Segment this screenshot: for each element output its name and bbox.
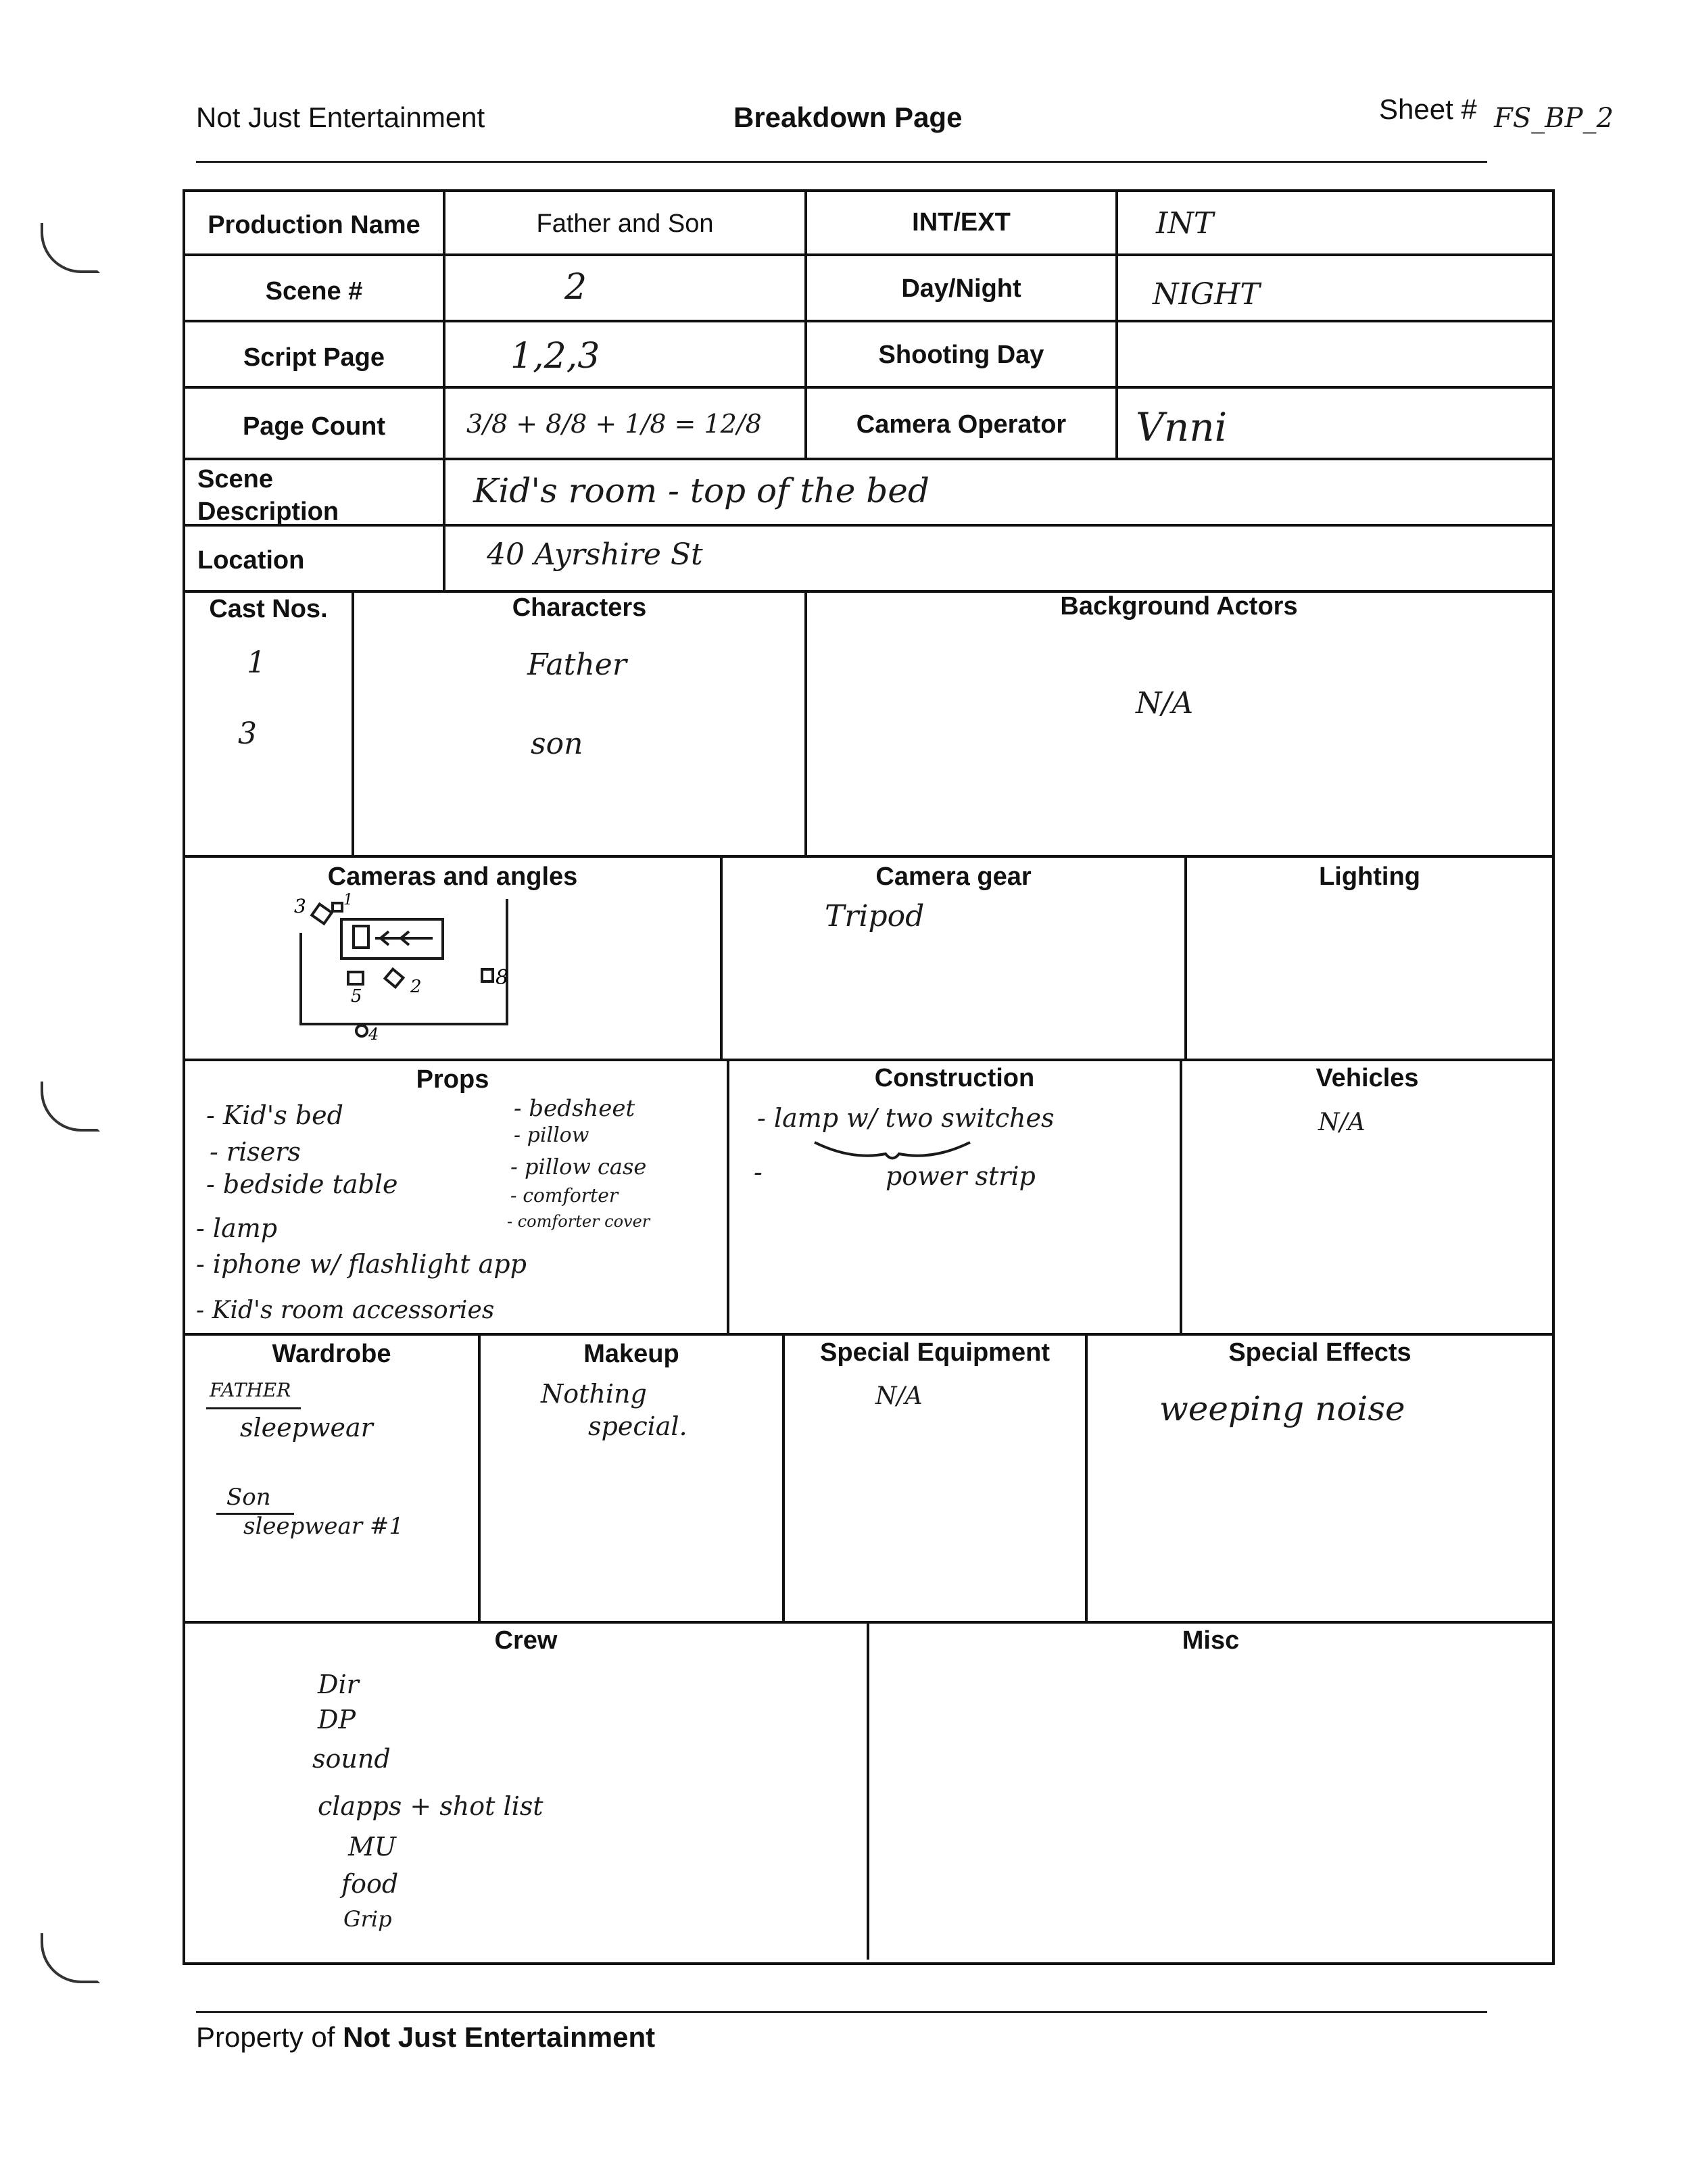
wardrobe-father-label: FATHER xyxy=(210,1379,291,1401)
footer-rule xyxy=(196,2011,1487,2013)
col-divider xyxy=(867,1621,869,1960)
col-divider xyxy=(443,189,445,593)
special-effects-value: weeping noise xyxy=(1159,1389,1405,1428)
punch-hole-middle xyxy=(41,1082,100,1132)
special-equipment-label: Special Equipment xyxy=(820,1338,1050,1367)
production-name-value: Father and Son xyxy=(536,210,714,238)
direction-arrows xyxy=(375,931,433,945)
location-label: Location xyxy=(197,546,305,575)
footer-property-of: Property of xyxy=(196,2021,335,2053)
int-ext-value: INT xyxy=(1156,206,1214,241)
script-page-label: Script Page xyxy=(243,343,385,372)
prop-item: - comforter cover xyxy=(507,1212,650,1231)
wardrobe-father-value: sleepwear xyxy=(240,1413,373,1442)
row-divider xyxy=(183,1333,1555,1336)
prop-item: - comforter xyxy=(510,1184,619,1207)
camera-operator-value: Vnni xyxy=(1136,404,1228,450)
row-divider xyxy=(183,458,1555,460)
construction-brace xyxy=(811,1139,973,1166)
col-divider xyxy=(352,590,354,856)
camera-2-icon xyxy=(385,969,404,988)
page-title: Breakdown Page xyxy=(733,101,963,133)
cam-num-4: 4 xyxy=(368,1025,379,1041)
camera-8-icon xyxy=(482,969,493,981)
construction-item: power strip xyxy=(886,1161,1036,1191)
row-divider xyxy=(183,253,1555,256)
punch-hole-top xyxy=(41,223,100,273)
col-divider xyxy=(782,1333,785,1622)
footer-company: Not Just Entertainment xyxy=(343,2021,656,2053)
day-night-value: NIGHT xyxy=(1153,277,1260,312)
prop-item: - risers xyxy=(210,1137,301,1167)
wardrobe-father-underline xyxy=(206,1407,301,1409)
special-equipment-value: N/A xyxy=(875,1382,923,1410)
col-divider xyxy=(1115,189,1118,459)
prop-item: - bedsheet xyxy=(514,1095,635,1122)
prop-item: - pillow xyxy=(514,1123,589,1147)
cast-nos-label: Cast Nos. xyxy=(209,595,328,623)
punch-hole-bottom xyxy=(41,1933,100,1983)
crew-item: Dir xyxy=(318,1670,359,1699)
crew-item: clapps + shot list xyxy=(318,1791,544,1821)
prop-item: - iphone w/ flashlight app xyxy=(196,1249,527,1279)
header-rule xyxy=(196,161,1487,163)
wardrobe-son-label: Son xyxy=(226,1484,271,1511)
production-name-label: Production Name xyxy=(208,211,420,239)
prop-item: - pillow case xyxy=(510,1154,647,1180)
makeup-value-2: special. xyxy=(588,1411,687,1441)
crew-item: food xyxy=(341,1869,399,1899)
script-page-value: 1,2,3 xyxy=(510,336,600,377)
scene-number-label: Scene # xyxy=(265,277,363,306)
camera-gear-label: Camera gear xyxy=(875,863,1032,891)
cast-number-3: 3 xyxy=(238,717,257,751)
makeup-label: Makeup xyxy=(583,1340,679,1368)
makeup-value-1: Nothing xyxy=(541,1379,647,1409)
location-value: 40 Ayrshire St xyxy=(487,537,703,572)
camera-operator-label: Camera Operator xyxy=(856,410,1067,439)
background-actors-label: Background Actors xyxy=(1060,592,1298,621)
crew-item: DP xyxy=(318,1705,356,1734)
props-label: Props xyxy=(416,1065,489,1094)
special-effects-label: Special Effects xyxy=(1228,1338,1411,1367)
col-divider xyxy=(804,590,807,856)
page-count-value: 3/8 + 8/8 + 1/8 = 12/8 xyxy=(466,409,762,439)
character-son: son xyxy=(531,727,583,761)
vehicles-label: Vehicles xyxy=(1315,1064,1419,1092)
character-father: Father xyxy=(527,648,627,682)
scene-description-value: Kid's room - top of the bed xyxy=(473,471,930,510)
col-divider xyxy=(1180,1059,1182,1334)
wardrobe-label: Wardrobe xyxy=(272,1340,391,1368)
background-actors-value: N/A xyxy=(1136,686,1194,721)
construction-label: Construction xyxy=(874,1064,1035,1092)
misc-label: Misc xyxy=(1182,1626,1240,1655)
prop-item: - Kid's room accessories xyxy=(196,1296,495,1324)
characters-label: Characters xyxy=(512,593,647,622)
cam-num-2: 2 xyxy=(410,977,422,997)
row-divider xyxy=(183,1059,1555,1061)
int-ext-label: INT/EXT xyxy=(912,208,1011,237)
lighting-label: Lighting xyxy=(1319,863,1420,891)
room-outline xyxy=(301,899,507,1024)
cam-num-1: 1 xyxy=(343,892,353,908)
row-divider xyxy=(183,320,1555,322)
prop-item: - Kid's bed xyxy=(206,1100,343,1130)
scene-number-value: 2 xyxy=(564,267,587,308)
cam-num-5: 5 xyxy=(351,986,362,1006)
sheet-label: Sheet # xyxy=(1379,93,1477,125)
wardrobe-son-value: sleepwear #1 xyxy=(243,1513,404,1540)
row-divider xyxy=(183,855,1555,858)
shooting-day-label: Shooting Day xyxy=(878,341,1044,369)
cameras-angles-label: Cameras and angles xyxy=(327,863,578,891)
camera-5-icon xyxy=(348,972,363,984)
prop-item: - lamp xyxy=(196,1213,278,1243)
pillow-shape xyxy=(354,926,368,948)
page-count-label: Page Count xyxy=(242,412,386,441)
camera-gear-value: Tripod xyxy=(825,899,925,933)
scene-description-label-1: Scene xyxy=(197,465,273,493)
sheet-value: FS_BP_2 xyxy=(1494,103,1614,134)
row-divider xyxy=(183,386,1555,389)
cast-number-1: 1 xyxy=(247,646,266,680)
col-divider xyxy=(727,1059,729,1334)
construction-item: - xyxy=(754,1157,763,1187)
cam-num-3: 3 xyxy=(294,895,306,917)
crew-label: Crew xyxy=(494,1626,558,1655)
construction-item: - lamp w/ two switches xyxy=(757,1103,1055,1133)
row-divider xyxy=(183,524,1555,527)
scene-description-label-2: Description xyxy=(197,498,339,526)
day-night-label: Day/Night xyxy=(901,274,1021,303)
company-name: Not Just Entertainment xyxy=(196,101,485,133)
crew-item: MU xyxy=(348,1832,396,1862)
camera-1-icon xyxy=(333,903,342,911)
footer xyxy=(196,2021,655,2054)
crew-item: sound xyxy=(312,1744,391,1774)
camera-angles-sketch xyxy=(281,879,551,1041)
crew-item: Grip xyxy=(343,1906,392,1932)
col-divider xyxy=(1085,1333,1088,1622)
camera-3-icon xyxy=(312,904,331,923)
prop-item: - bedside table xyxy=(206,1169,398,1199)
vehicles-value: N/A xyxy=(1318,1109,1366,1136)
camera-4-icon xyxy=(356,1025,367,1036)
cam-num-8: 8 xyxy=(496,966,509,990)
col-divider xyxy=(478,1333,481,1622)
